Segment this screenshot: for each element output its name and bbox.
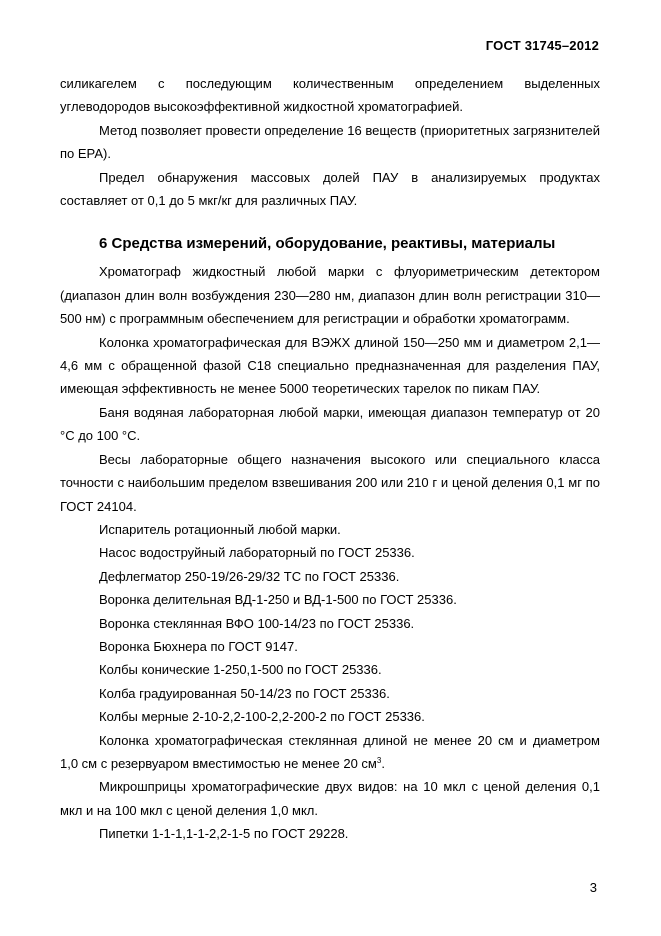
item-water-pump: Насос водоструйный лабораторный по ГОСТ 25336.	[99, 545, 415, 561]
item-hplc-column: Колонка хроматографическая для ВЭЖХ длиной 150—250 мм и диаметром 2,1—4,6 мм с обращенной фазой С18 специально предназначенная для разделения ПАУ, имеющая эффективность не менее 5000 теоретических тарелок по пикам ПАУ.	[60, 334, 600, 397]
item-microsyringes: Микрошприцы хроматографические двух видов: на 10 мкл с ценой деления 0,1 мкл и на 100 мкл с ценой деления 1,0 мкл.	[60, 779, 600, 818]
item-dephlegmator: Дефлегматор 250-19/26-29/32 ТС по ГОСТ 25336.	[99, 568, 400, 584]
document-body	[60, 72, 600, 846]
item-glass-funnel: Воронка стеклянная ВФО 100-14/23 по ГОСТ 25336.	[99, 615, 415, 631]
document-code-header: ГОСТ 31745–2012	[485, 38, 599, 53]
item-glass-column	[60, 729, 600, 776]
paragraph-continuation: силикагелем с последующим количественным определением выделенных углеводородов высокоэффективной жидкостной хроматографией.	[60, 76, 600, 115]
item-volumetric-flasks: Колбы мерные 2-10-2,2-100-2,2-200-2 по ГОСТ 25336.	[99, 709, 425, 725]
item-pipettes: Пипетки 1-1-1,1-1-2,2-1-5 по ГОСТ 29228.	[99, 826, 349, 842]
item-conical-flasks: Колбы конические 1-250,1-500 по ГОСТ 25336.	[99, 662, 382, 678]
glass-column-text: Колонка хроматографическая стеклянная длиной не менее 20 см и диаметром 1,0 см с резервуаром вместимостью не менее 20 см	[60, 732, 600, 771]
section-title: 6 Средства измерений, оборудование, реактивы, материалы	[99, 235, 556, 253]
page-number: 3	[589, 880, 597, 895]
item-water-bath: Баня водяная лабораторная любой марки, имеющая диапазон температур от 20 °С до 100 °С.	[60, 404, 600, 444]
item-scales: Весы лабораторные общего назначения высокого или специального класса точности с наибольшим пределом взвешивания 200 или 210 г и ценой деления 0,1 мг по ГОСТ 24104.	[60, 451, 600, 514]
item-rotary-evaporator: Испаритель ротационный любой марки.	[99, 521, 341, 537]
item-buchner-funnel: Воронка Бюхнера по ГОСТ 9147.	[99, 638, 298, 654]
paragraph-method-substances: Метод позволяет провести определение 16 веществ (приоритетных загрязнителей по ЕРА).	[60, 122, 600, 162]
item-graduated-flask: Колба градуированная 50-14/23 по ГОСТ 25336.	[99, 685, 390, 701]
cubic-superscript: 3	[376, 755, 382, 765]
glass-column-end: .	[381, 755, 385, 771]
item-chromatograph: Хроматограф жидкостный любой марки с флуориметрическим детектором (диапазон длин волн возбуждения 230—280 нм, диапазон длин волн регистрации 310—500 нм) с программным обеспечением для регистрации и обработки хроматограмм.	[60, 264, 600, 327]
item-separatory-funnel: Воронка делительная ВД-1-250 и ВД-1-500 по ГОСТ 25336.	[99, 592, 457, 608]
paragraph-detection-limit: Предел обнаружения массовых долей ПАУ в анализируемых продуктах составляет от 0,1 до 5 мкг/кг для различных ПАУ.	[60, 169, 600, 209]
